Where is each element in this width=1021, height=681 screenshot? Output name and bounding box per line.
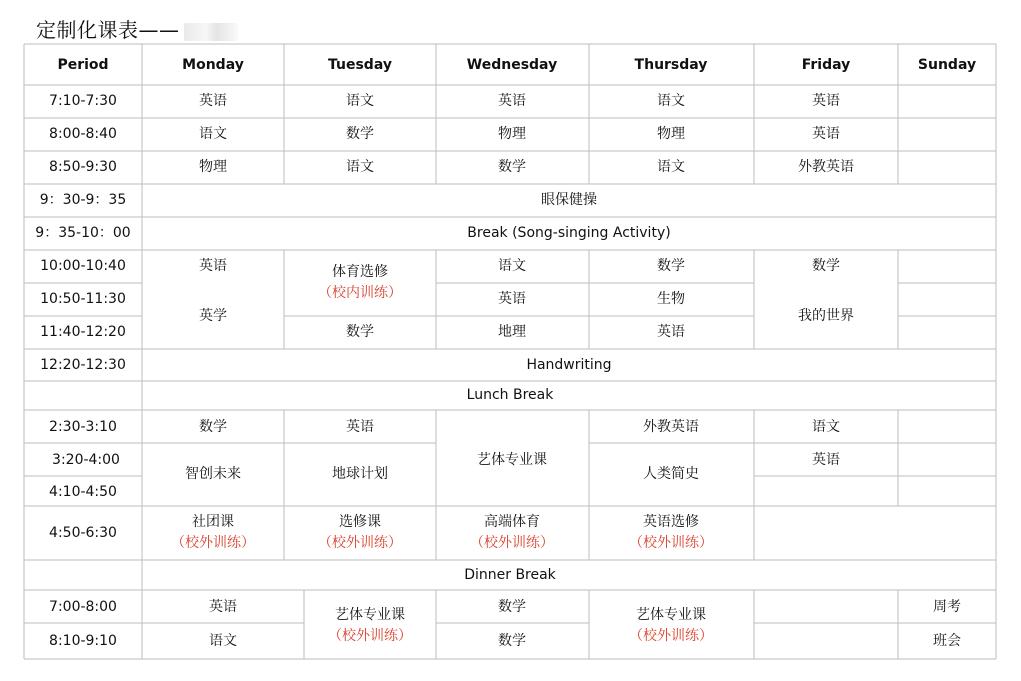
class-cell: 周考	[933, 599, 961, 615]
class-cell: 英语	[812, 93, 840, 109]
period-label: 10:00-10:40	[40, 258, 126, 274]
class-cell: 语文	[812, 419, 840, 435]
class-cell: 语文	[657, 159, 685, 175]
class-cell: 语文	[346, 159, 374, 175]
class-cell: 外教英语	[798, 159, 854, 175]
banner-eye-exercise: 眼保健操	[541, 192, 597, 208]
class-cell: 英学	[199, 308, 227, 324]
class-cell: 生物	[657, 291, 685, 307]
banner-handwriting: Handwriting	[526, 357, 612, 373]
class-cell: 英语	[209, 599, 237, 615]
class-cell: 选修课	[339, 514, 381, 530]
period-label: 10:50-11:30	[40, 291, 126, 307]
class-cell: 物理	[199, 159, 227, 175]
class-cell: 英语	[498, 93, 526, 109]
header-period: Period	[57, 57, 109, 73]
class-cell: 智创未来	[185, 466, 241, 482]
banner-dinner-break: Dinner Break	[464, 567, 556, 583]
header-wednesday: Wednesday	[466, 57, 558, 73]
class-cell: 英语	[346, 419, 374, 435]
header-thursday: Thursday	[634, 57, 708, 73]
title-text: 定制化课表——	[36, 18, 180, 42]
class-cell: 语文	[346, 93, 374, 109]
class-cell: 英语	[812, 452, 840, 468]
class-cell: 艺体专业课	[636, 607, 706, 623]
header-tuesday: Tuesday	[328, 57, 392, 73]
class-note: （校外训练）	[171, 535, 255, 551]
class-cell: 数学	[812, 258, 840, 274]
period-label: 11:40-12:20	[40, 324, 126, 340]
header-friday: Friday	[801, 57, 851, 73]
class-cell: 数学	[498, 633, 526, 649]
class-cell: 语文	[498, 258, 526, 274]
class-cell: 地球计划	[332, 466, 388, 482]
header-monday: Monday	[182, 57, 244, 73]
class-cell: 英语	[657, 324, 685, 340]
class-cell: 语文	[199, 126, 227, 142]
class-note: （校外训练）	[318, 535, 402, 551]
period-label: 8:00-8:40	[49, 126, 117, 142]
period-label: 7:00-8:00	[49, 599, 117, 615]
period-label: 4:10-4:50	[49, 484, 117, 500]
period-label: 8:50-9:30	[49, 159, 117, 175]
class-cell: 物理	[498, 126, 526, 142]
class-note: （校外训练）	[629, 535, 713, 551]
period-label: 2:30-3:10	[49, 419, 117, 435]
period-label: 12:20-12:30	[40, 357, 126, 373]
period-label: 9：30-9：35	[39, 192, 127, 208]
class-cell: 数学	[346, 126, 374, 142]
class-cell: 体育选修	[332, 264, 388, 280]
class-cell: 外教英语	[643, 419, 699, 435]
header-sunday: Sunday	[917, 57, 977, 73]
class-cell: 英语选修	[643, 514, 699, 530]
class-note: （校内训练）	[318, 285, 402, 301]
class-cell: 英语	[812, 126, 840, 142]
banner-break: Break (Song-singing Activity)	[467, 225, 671, 241]
class-cell: 班会	[933, 633, 961, 649]
period-label: 8:10-9:10	[49, 633, 117, 649]
class-cell: 社团课	[192, 514, 234, 530]
class-cell: 物理	[657, 126, 685, 142]
class-cell: 数学	[346, 324, 374, 340]
class-note: （校外训练）	[328, 628, 412, 644]
period-label: 7:10-7:30	[49, 93, 117, 109]
class-cell: 英语	[498, 291, 526, 307]
class-cell: 艺体专业课	[477, 452, 547, 468]
class-note: （校外训练）	[629, 628, 713, 644]
class-cell: 英语	[199, 258, 227, 274]
class-cell: 我的世界	[798, 308, 854, 324]
class-note: （校外训练）	[470, 535, 554, 551]
class-cell: 英语	[199, 93, 227, 109]
class-cell: 人类简史	[643, 466, 699, 482]
class-cell: 语文	[209, 633, 237, 649]
period-label: 9：35-10：00	[35, 225, 131, 241]
period-label: 3:20-4:00	[52, 452, 120, 468]
class-cell: 数学	[199, 419, 227, 435]
class-cell: 数学	[657, 258, 685, 274]
class-cell: 数学	[498, 159, 526, 175]
class-cell: 地理	[498, 324, 526, 340]
class-cell: 艺体专业课	[335, 607, 405, 623]
class-cell: 高端体育	[484, 514, 540, 530]
banner-lunch-break: Lunch Break	[466, 387, 554, 403]
class-cell: 数学	[498, 599, 526, 615]
class-cell: 语文	[657, 93, 685, 109]
period-label: 4:50-6:30	[49, 525, 117, 541]
